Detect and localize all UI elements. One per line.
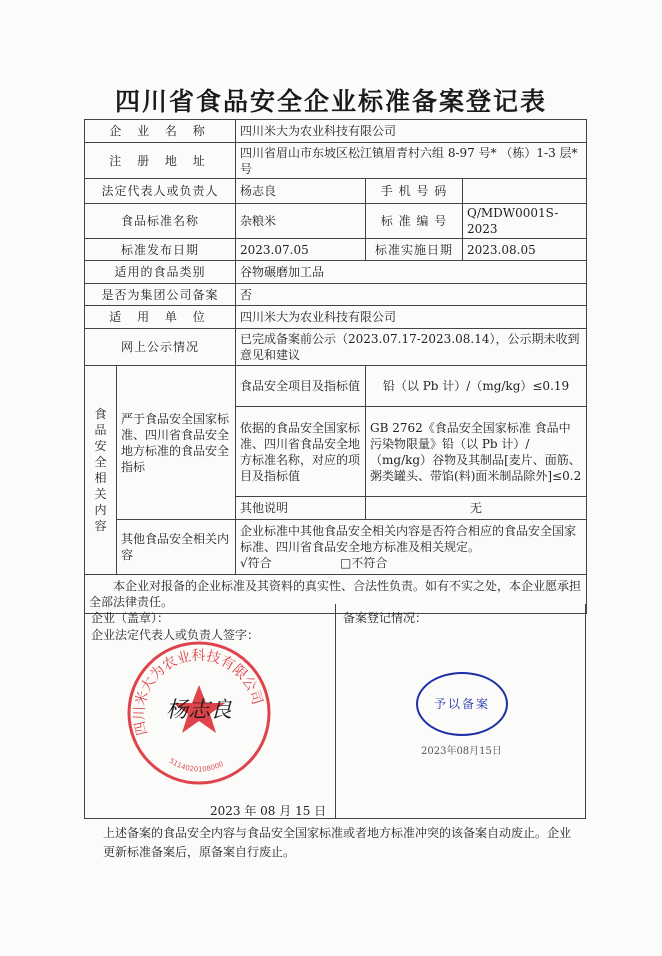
basis-label: 依据的食品安全国家标准、四川省食品安全地方标准名称，对应的项目及指标值 [236,407,366,497]
other-note-label: 其他说明 [236,497,366,520]
publish-date-value: 2023.07.05 [236,239,366,261]
impl-date-label: 标准实施日期 [366,239,463,261]
safety-item-label: 食品安全项目及指标值 [236,366,366,407]
category-label: 适用的食品类别 [85,261,236,284]
online-label: 网上公示情况 [85,329,236,366]
sign-label: 企业法定代表人或负责人签字： [91,628,260,642]
std-number-label: 标 准 编 号 [366,204,463,239]
row-other-safety [85,520,587,575]
higher-standard-label: 严于食品安全国家标准、四川省食品安全地方标准的食品安全指标 [117,366,236,520]
declaration-text: 本企业对报备的企业标准及其资料的真实性、合法性负责。如有不实之处，本企业愿承担全部法律责任。 [85,575,587,614]
group-value: 否 [236,284,587,306]
applicable-unit-label: 适 用 单 位 [85,306,236,329]
safety-section-label [85,366,117,575]
handwritten-signature: 杨志良 [165,698,233,723]
safety-item-value: 铅（以 Pb 计）/（mg/kg）≤0.19 [366,366,587,407]
company-name-label: 企 业 名 称 [85,120,236,143]
company-name-value: 四川米大为农业科技有限公司 [236,120,587,143]
impl-date-value: 2023.08.05 [463,239,587,261]
category-value: 谷物碾磨加工品 [236,261,587,284]
other-safety-content [236,520,587,575]
sign-date: 2023 年 08 月 15 日 [210,804,327,818]
footer-note: 上述备案的食品安全内容与食品安全国家标准或者地方标准冲突的该备案自动废止。企业更新标准备案后，原备案自行废止。 [103,826,572,859]
row-dates [85,239,587,261]
address-label: 注 册 地 址 [85,143,236,179]
basis-value: GB 2762《食品安全国家标准 食品中污染物限量》铅（以 Pb 计）/（mg/kg）谷物及其制品[麦片、面筋、粥类罐头、带馅(料)面米制品除外]≤0.2 [366,407,587,497]
approval-stamp: 予以备案 [416,672,508,736]
publish-date-label: 标准发布日期 [85,239,236,261]
record-label: 备案登记情况： [343,611,428,625]
row-company-name [85,120,587,143]
form-title: 四川省食品安全企业标准备案登记表 [114,87,547,116]
row-applicable-unit [85,306,587,329]
conform-option[interactable]: √符合 [240,556,272,570]
row-address [85,143,587,179]
phone-value [463,179,587,204]
row-legal-rep [85,179,587,204]
registration-table [84,119,587,614]
address-value: 四川省眉山市东坡区松江镇眉青村六组 8-97 号* （栋）1-3 层* 号 [236,143,587,179]
not-conform-option[interactable]: □不符合 [340,556,388,570]
row-category [85,261,587,284]
other-safety-text: 企业标准中其他食品安全相关内容是否符合相应的食品安全国家标准、四川省食品安全地方标准及相关规定。 [240,524,577,554]
safety-section-text: 食品安全相关内容 [94,407,107,533]
seal-label: 企业（盖章）： [91,611,170,625]
food-std-name-value: 杂粮米 [236,204,366,239]
group-label: 是否为集团公司备案 [85,284,236,306]
legal-rep-value: 杨志良 [236,179,366,204]
seal-code: 5114020108000 [167,756,225,774]
online-value: 已完成备案前公示（2023.07.17-2023.08.14），公示期未收到意见和建议 [236,329,587,366]
other-note-value: 无 [366,497,587,520]
phone-label: 手 机 号 码 [366,179,463,204]
other-safety-label: 其他食品安全相关内容 [117,520,236,575]
applicable-unit-value: 四川米大为农业科技有限公司 [236,306,587,329]
seal-ring-text: 四川米大为农业科技有限公司 [131,648,266,737]
column-divider [335,604,336,818]
approval-date: 2023年08月15日 [421,746,502,757]
row-online [85,329,587,366]
std-number-value: Q/MDW0001S-2023 [463,204,587,239]
food-std-name-label: 食品标准名称 [85,204,236,239]
legal-rep-label: 法定代表人或负责人 [85,179,236,204]
row-group [85,284,587,306]
conformity-options [240,555,582,571]
company-seal [126,640,272,786]
row-safety-item [85,366,587,407]
row-standard-name [85,204,587,239]
